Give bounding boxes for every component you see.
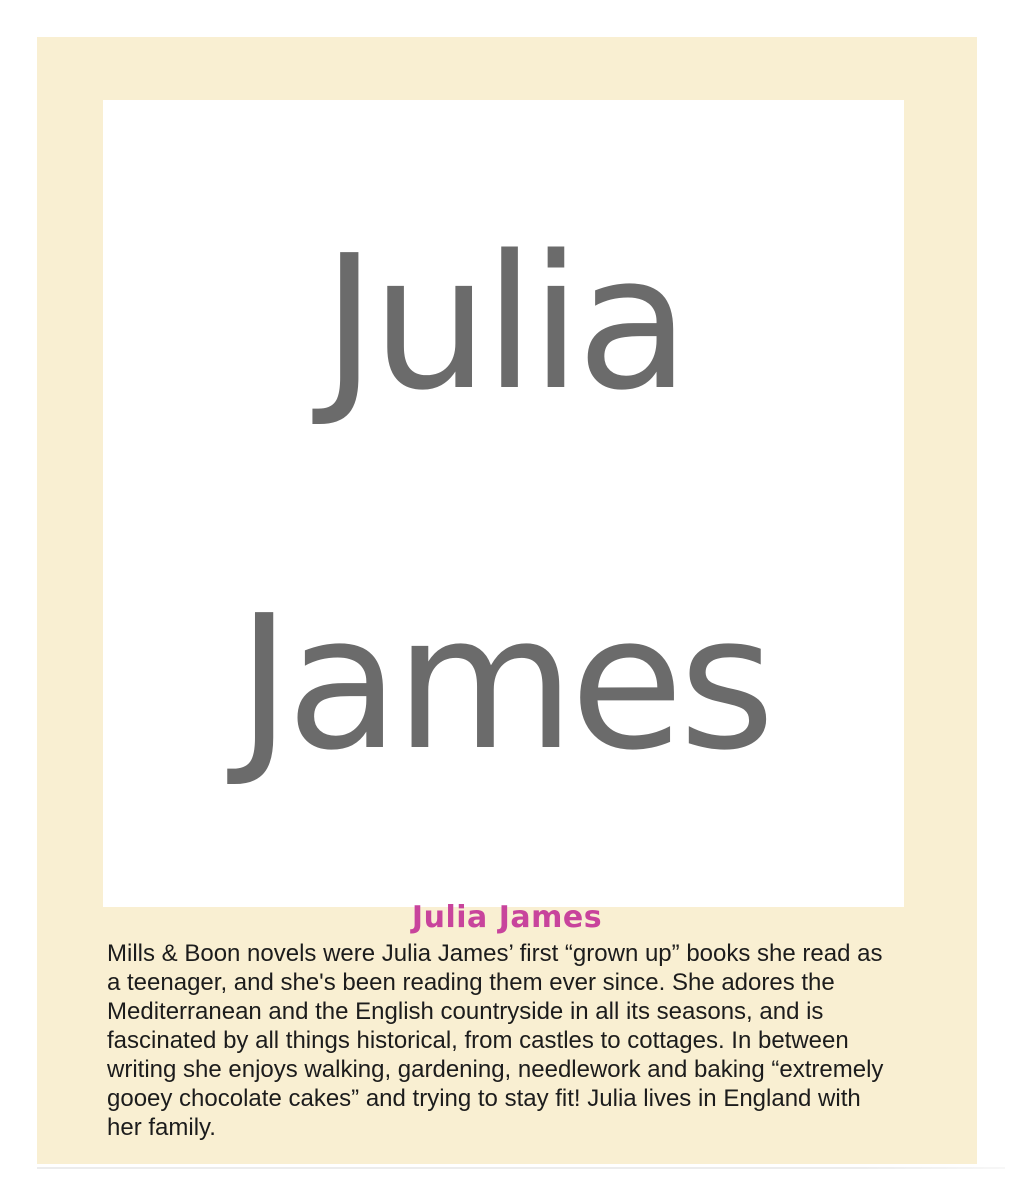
author-bio-paragraph — [107, 939, 929, 1142]
bio-line: a teenager, and she's been reading them ever since. She adores the — [107, 969, 835, 996]
bio-line: her family. — [107, 1114, 216, 1141]
bio-line: gooey chocolate cakes” and trying to stay fit! Julia lives in England with — [107, 1085, 861, 1112]
author-name-caption: Julia James — [411, 900, 603, 935]
author-name-art-frame — [103, 100, 904, 907]
author-last-name-art: James — [236, 575, 771, 791]
page-bottom-shadow — [37, 1167, 1005, 1169]
bio-line: writing she enjoys walking, gardening, needlework and baking “extremely — [107, 1056, 884, 1083]
bio-line: Mediterranean and the English countryside in all its seasons, and is — [107, 998, 824, 1025]
author-first-name-art: Julia — [322, 215, 685, 431]
bio-line: Mills & Boon novels were Julia James’ first “grown up” books she read as — [107, 940, 883, 967]
cream-card — [37, 37, 977, 1164]
bio-line: fascinated by all things historical, from castles to cottages. In between — [107, 1027, 849, 1054]
